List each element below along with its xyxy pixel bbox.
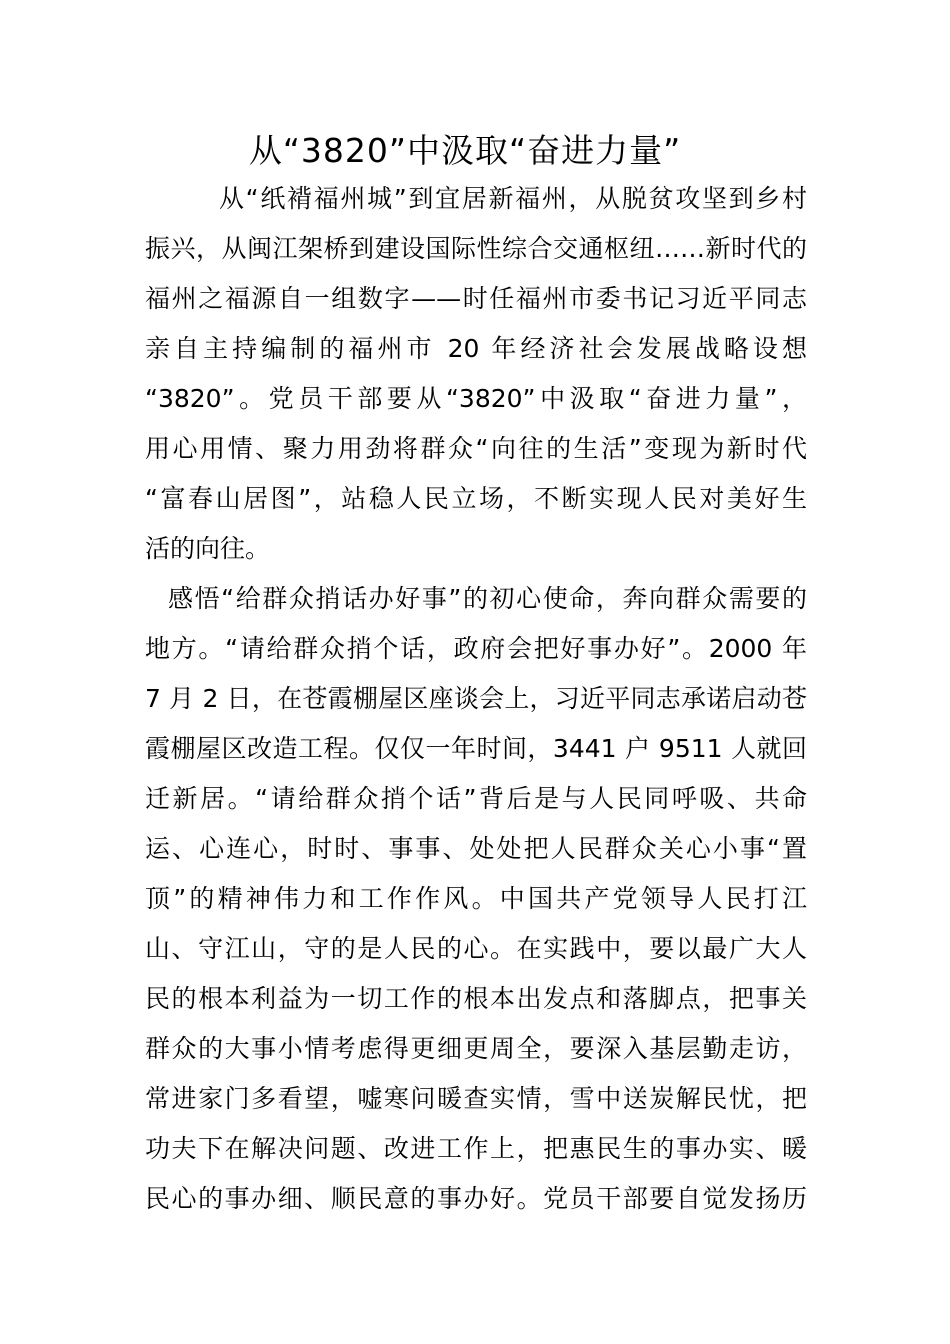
document-title: 从“3820”中汲取“奋进力量”: [248, 131, 682, 170]
paragraph-line: 迁新居。“请给群众捎个话”背后是与人民同呼吸、共命: [145, 784, 807, 813]
paragraph-line: 福州之福源自一组数字——时任福州市委书记习近平同志: [145, 284, 807, 313]
paragraph-line: 感悟“给群众捎话办好事”的初心使命，奔向群众需要的: [168, 584, 807, 613]
paragraph-line: 活的向往。: [145, 534, 271, 563]
paragraph-line: 地方。“请给群众捎个话，政府会把好事办好”。2000 年: [145, 634, 807, 663]
paragraph-line: 7 月 2 日，在苍霞棚屋区座谈会上，习近平同志承诺启动苍: [145, 684, 807, 713]
paragraph-line: 民的根本利益为一切工作的根本出发点和落脚点，把事关: [145, 984, 807, 1013]
paragraph-line: 振兴，从闽江架桥到建设国际性综合交通枢纽……新时代的: [145, 234, 807, 263]
paragraph-line: 霞棚屋区改造工程。仅仅一年时间，3441 户 9511 人就回: [145, 734, 807, 763]
paragraph-line: “富春山居图”，站稳人民立场，不断实现人民对美好生: [145, 484, 807, 513]
paragraph-line: 顶”的精神伟力和工作作风。中国共产党领导人民打江: [145, 884, 807, 913]
paragraph-line: 群众的大事小情考虑得更细更周全，要深入基层勤走访，: [145, 1034, 807, 1063]
paragraph-line: 民心的事办细、顺民意的事办好。党员干部要自觉发扬历: [145, 1184, 807, 1213]
paragraph-line: 山、守江山，守的是人民的心。在实践中，要以最广大人: [145, 934, 807, 963]
paragraph-line: 常进家门多看望，嘘寒问暖查实情，雪中送炭解民忧，把: [145, 1084, 807, 1113]
paragraph-line: “3820”。党员干部要从“3820”中汲取“奋进力量”，: [145, 384, 807, 413]
paragraph-line: 运、心连心，时时、事事、处处把人民群众关心小事“置: [145, 834, 807, 863]
paragraph-line: 从“纸褙福州城”到宜居新福州，从脱贫攻坚到乡村: [219, 184, 807, 213]
paragraph-line: 功夫下在解决问题、改进工作上，把惠民生的事办实、暖: [145, 1134, 807, 1163]
paragraph-line: 用心用情、聚力用劲将群众“向往的生活”变现为新时代: [145, 434, 807, 463]
paragraph-line: 亲自主持编制的福州市 20 年经济社会发展战略设想: [145, 334, 807, 363]
